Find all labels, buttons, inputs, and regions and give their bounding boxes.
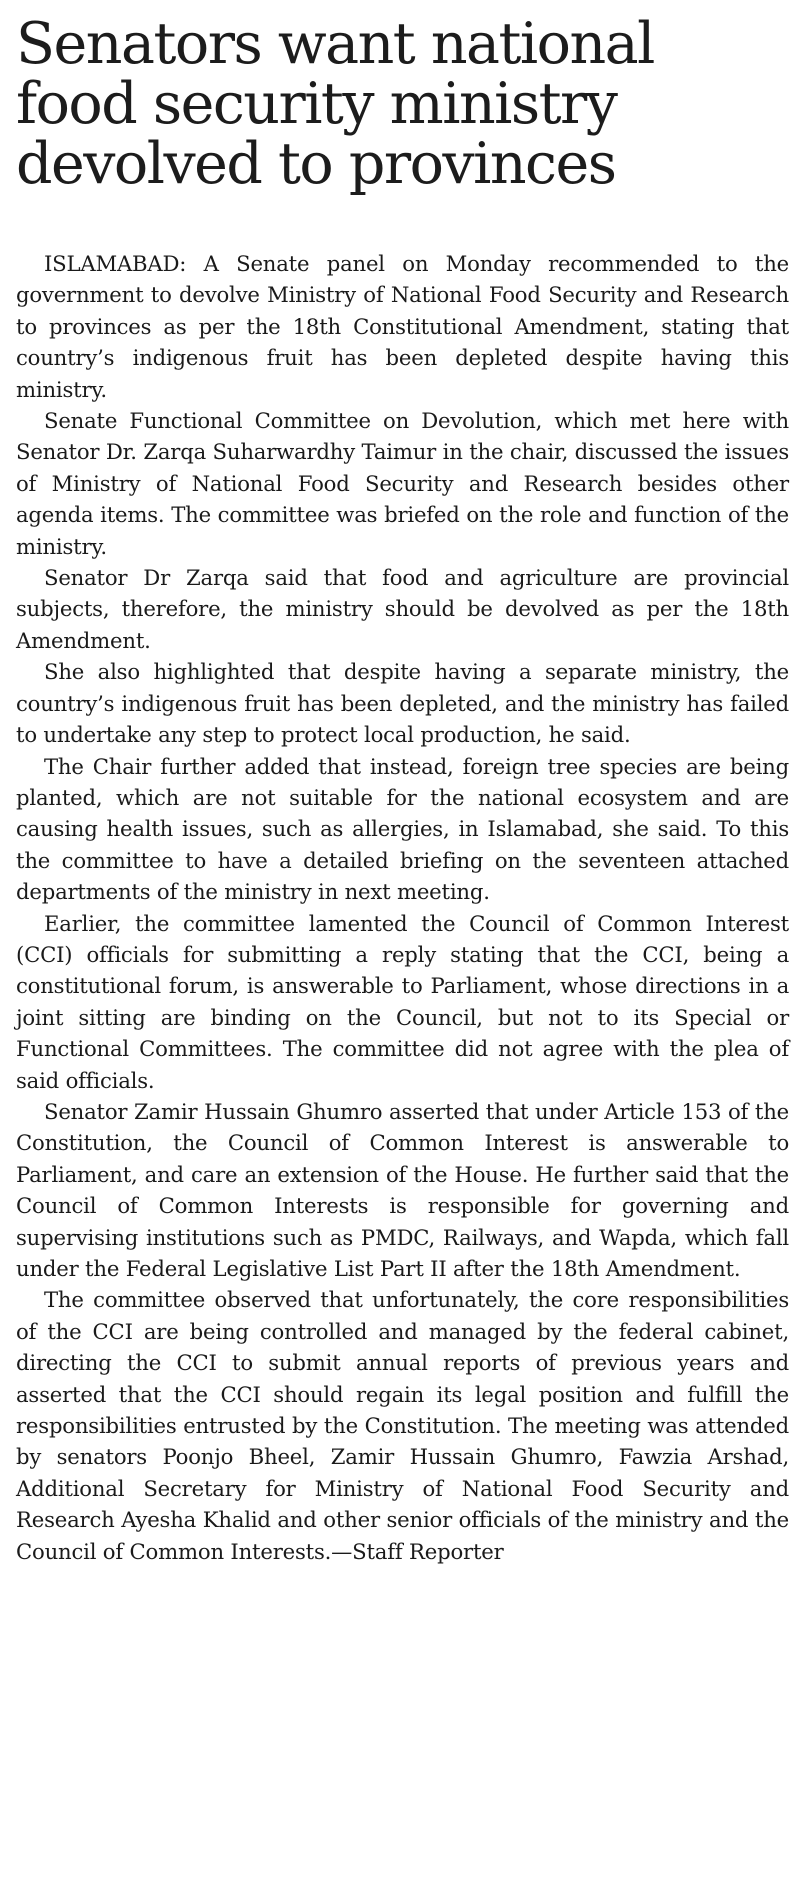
paragraph-cci-officials: Earlier, the committee lamented the Council of Common Interest (CCI) officials for submitting a reply stating that the CCI, being a constitutional forum, is answerable to Parliament, whose directions in a joint sitting are binding on the Council, but not to its Special or Functional Committees. The committee did not agree with the plea of said officials.	[16, 910, 789, 1093]
paragraph-zarqa-statement: Senator Dr Zarqa said that food and agriculture are provincial subjects, therefore, the ministry should be devolved as per the 18th Amendment.	[16, 565, 789, 653]
article-body	[16, 248, 789, 1567]
paragraph-committee-meeting: Senate Functional Committee on Devolution, which met here with Senator Dr. Zarqa Suharwardhy Taimur in the chair, discussed the issues of Ministry of National Food Security and Research besides other agenda items. The committee was briefed on the role and function of the ministry.	[16, 408, 789, 559]
headline	[16, 11, 789, 197]
headline-line-2: food security ministry	[16, 71, 617, 137]
paragraph-conclusion: The committee observed that unfortunately, the core responsibilities of the CCI are being controlled and managed by the federal cabinet, directing the CCI to submit annual reports of previous years and asserted that the CCI should regain its legal position and fulfill the responsibilities entrusted by the Constitution. The meeting was attended by senators Poonjo Bheel, Zamir Hussain Ghumro, Fawzia Arshad, Additional Secretary for Ministry of National Food Security and Research Ayesha Khalid and other senior officials of the ministry and the Council of Common Interests.—Staff Reporter	[16, 1287, 789, 1564]
headline-line-3: devolved to provinces	[16, 131, 616, 197]
paragraph-indigenous-fruit: She also highlighted that despite having a separate ministry, the country’s indigenous fruit has been depleted, and the ministry has failed to undertake any step to protect local production, he said.	[16, 659, 789, 748]
paragraph-ghumro-statement: Senator Zamir Hussain Ghumro asserted that under Article 153 of the Constitution, the Council of Common Interest is answerable to Parliament, and care an extension of the House. He further said that the Council of Common Interests is responsible for governing and supervising institutions such as PMDC, Railways, and Wapda, which fall under the Federal Legislative List Part II after the 18th Amendment.	[16, 1098, 789, 1281]
paragraph-foreign-species: The Chair further added that instead, foreign tree species are being planted, which are not suitable for the national ecosystem and are causing health issues, such as allergies, in Islamabad, she said. To this the committee to have a detailed briefing on the seventeen attached departments of the ministry in next meeting.	[16, 753, 789, 905]
news-article	[16, 11, 789, 1567]
headline-line-1: Senators want national	[16, 11, 654, 77]
paragraph-dateline: ISLAMABAD: A Senate panel on Monday recommended to the government to devolve Ministry of National Food Security and Research to provinces as per the 18th Constitutional Amendment, stating that country’s indigenous fruit has been depleted despite having this ministry.	[16, 251, 789, 402]
